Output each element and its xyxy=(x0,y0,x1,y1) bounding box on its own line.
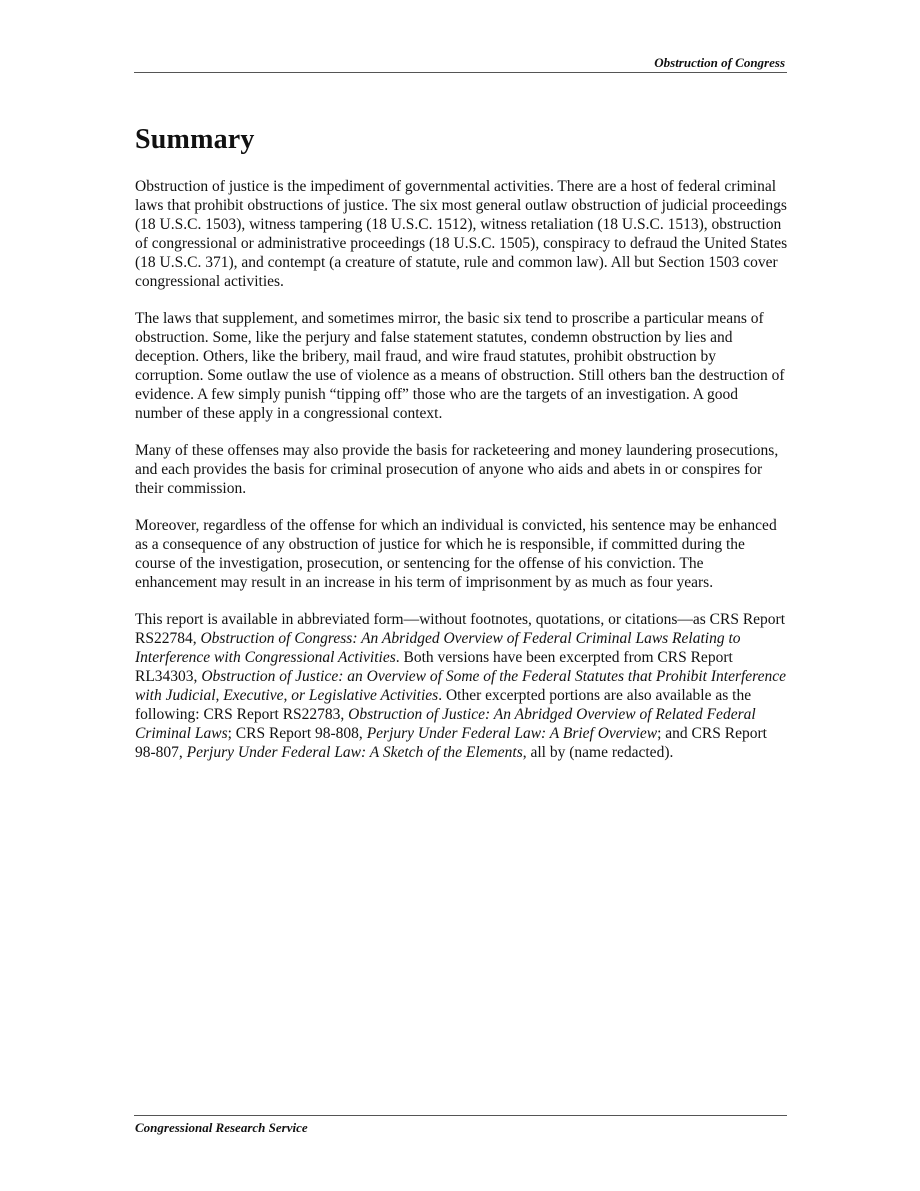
paragraph-report-availability xyxy=(135,610,788,762)
page-title: Summary xyxy=(135,124,255,155)
paragraph-supplementary-laws: The laws that supplement, and sometimes mirror, the basic six tend to proscribe a particular means of obstruction. Some, like the perjury and false statement statutes, condemn obstruction by lies and deception. Others, like the bribery, mail fraud, and wire fraud statutes, prohibit obstruction by corruption. Some outlaw the use of violence as a means of obstruction. Still others ban the destruction of evidence. A few simply punish “tipping off” those who are the targets of an investigation. A good number of these apply in a congressional context. xyxy=(135,310,785,422)
report-text-4: ; CRS Report 98-808, xyxy=(227,725,367,742)
report-title-98-808: Perjury Under Federal Law: A Brief Overview xyxy=(366,725,658,742)
report-title-rs22783: Obstruction of Justice: An Abridged Overview of Related Federal Criminal Laws xyxy=(135,706,756,742)
report-title-rl34303: Obstruction of Justice: an Overview of Some of the Federal Statutes that Prohibit Interference with Judicial, Executive, or Legislative Activities xyxy=(135,668,787,704)
report-text-5: ; and CRS Report 98-807, xyxy=(135,725,767,761)
report-title-rs22784: Obstruction of Congress: An Abridged Overview of Federal Criminal Laws Relating to Interference with Congressional Activities xyxy=(135,630,741,666)
report-title-98-807: Perjury Under Federal Law: A Sketch of the Elements xyxy=(186,744,523,761)
report-text-2: . Both versions have been excerpted from CRS Report RL34303, xyxy=(135,649,733,685)
paragraph-definition: Obstruction of justice is the impediment of governmental activities. There are a host of federal criminal laws that prohibit obstructions of justice. The six most general outlaw obstruction of judicial proceedings (18 U.S.C. 1503), witness tampering (18 U.S.C. 1512), witness retaliation (18 U.S.C. 1513), obstruction of congressional or administrative proceedings (18 U.S.C. 1505), conspiracy to defraud the United States (18 U.S.C. 371), and contempt (a creature of statute, rule and common law). All but Section 1503 cover congressional activities. xyxy=(135,178,788,290)
report-text-1: This report is available in abbreviated form—without footnotes, quotations, or citations—as CRS Report RS22784, xyxy=(135,611,786,647)
paragraph-sentencing: Moreover, regardless of the offense for which an individual is convicted, his sentence may be enhanced as a consequence of any obstruction of justice for which he is responsible, if committed during the course of the investigation, prosecution, or sentencing for the offense of his conviction. The enhancement may result in an increase in his term of imprisonment by as much as four years. xyxy=(135,517,777,591)
running-header xyxy=(134,54,787,73)
summary-body xyxy=(135,177,788,780)
paragraph-racketeering: Many of these offenses may also provide the basis for racketeering and money laundering prosecutions, and each provides the basis for criminal prosecution of anyone who aids and abets in or conspires for their commission. xyxy=(135,442,779,497)
footer-text: Congressional Research Service xyxy=(135,1120,308,1135)
report-text-6: , all by (name redacted). xyxy=(522,744,674,761)
running-footer xyxy=(134,1115,787,1135)
header-title: Obstruction of Congress xyxy=(654,55,785,70)
report-text-3: . Other excerpted portions are also available as the following: CRS Report RS22783, xyxy=(135,687,752,723)
